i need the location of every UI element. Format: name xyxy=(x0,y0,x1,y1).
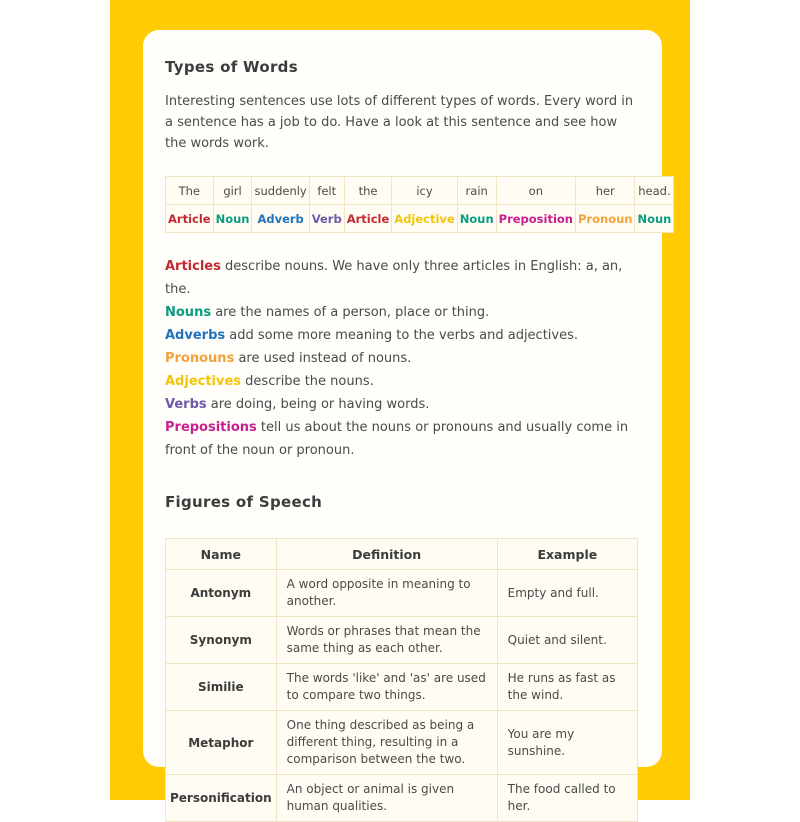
definition-line xyxy=(165,416,641,462)
pos-label-cell: Article xyxy=(344,205,392,233)
definition-text: tell us about the nouns or pronouns and usually come in front of the noun or pronoun. xyxy=(165,420,629,458)
pos-label-cell: Noun xyxy=(213,205,252,233)
term-pronouns: Pronouns xyxy=(165,351,235,366)
column-header-definition: Definition xyxy=(276,539,497,570)
column-header-example: Example xyxy=(497,539,637,570)
definition-text: describe nouns. We have only three articles in English: a, an, the. xyxy=(165,259,623,297)
definition-text: are the names of a person, place or thing. xyxy=(211,305,490,320)
word-cell: head. xyxy=(635,177,674,205)
figure-definition: An object or animal is given human qualities. xyxy=(276,775,497,822)
term-articles: Articles xyxy=(165,259,221,274)
definition-text: describe the nouns. xyxy=(241,374,374,389)
figure-name: Metaphor xyxy=(166,711,277,775)
table-row-similie xyxy=(166,664,638,711)
figures-of-speech-title: Figures of Speech xyxy=(165,493,323,511)
figure-definition: A word opposite in meaning to another. xyxy=(276,570,497,617)
term-verbs: Verbs xyxy=(165,397,207,412)
sentence-word-row xyxy=(166,177,674,205)
definition-line xyxy=(165,324,641,347)
word-cell: suddenly xyxy=(252,177,309,205)
figure-name: Similie xyxy=(166,664,277,711)
worksheet-content xyxy=(143,30,672,822)
word-type-label-row xyxy=(166,205,674,233)
word-cell: felt xyxy=(309,177,344,205)
term-adverbs: Adverbs xyxy=(165,328,226,343)
pos-label-cell: Article xyxy=(166,205,214,233)
column-header-name: Name xyxy=(166,539,277,570)
figure-name: Personification xyxy=(166,775,277,822)
figure-example: Empty and full. xyxy=(497,570,637,617)
figure-name: Synonym xyxy=(166,617,277,664)
definition-line xyxy=(165,301,641,324)
term-adjectives: Adjectives xyxy=(165,374,242,389)
table-row-synonym xyxy=(166,617,638,664)
definition-line xyxy=(165,347,641,370)
figure-definition: One thing described as being a different thing, resulting in a comparison between the two. xyxy=(276,711,497,775)
yellow-border-frame xyxy=(110,0,690,813)
worksheet-card xyxy=(143,30,672,813)
figure-example: He runs as fast as the wind. xyxy=(497,664,637,711)
word-cell: icy xyxy=(392,177,457,205)
definition-text: are doing, being or having words. xyxy=(206,397,430,412)
pos-label-cell: Verb xyxy=(309,205,344,233)
sentence-breakdown-table xyxy=(165,176,674,233)
figure-example: Quiet and silent. xyxy=(497,617,637,664)
figure-example: You are my sunshine. xyxy=(497,711,637,775)
figure-name: Antonym xyxy=(166,570,277,617)
pos-label-cell: Noun xyxy=(457,205,496,233)
term-nouns: Nouns xyxy=(165,305,212,320)
pos-label-cell: Adverb xyxy=(252,205,309,233)
word-cell: rain xyxy=(457,177,496,205)
pos-label-cell: Preposition xyxy=(496,205,575,233)
pos-label-cell: Adjective xyxy=(392,205,457,233)
pos-label-cell: Noun xyxy=(635,205,674,233)
table-row-metaphor xyxy=(166,711,638,775)
table-row-personification xyxy=(166,775,638,822)
figure-definition: Words or phrases that mean the same thing as each other. xyxy=(276,617,497,664)
types-of-words-title: Types of Words xyxy=(165,58,298,76)
figures-header-row xyxy=(166,539,638,570)
figure-definition: The words 'like' and 'as' are used to compare two things. xyxy=(276,664,497,711)
figures-of-speech-table xyxy=(165,538,638,822)
definition-line xyxy=(165,393,641,416)
table-row-antonym xyxy=(166,570,638,617)
word-cell: the xyxy=(344,177,392,205)
figure-example: The food called to her. xyxy=(497,775,637,822)
word-cell: her xyxy=(576,177,635,205)
definition-line xyxy=(165,370,641,393)
pos-label-cell: Pronoun xyxy=(576,205,635,233)
definition-text: are used instead of nouns. xyxy=(234,351,412,366)
word-cell: on xyxy=(496,177,575,205)
word-cell: girl xyxy=(213,177,252,205)
definition-line xyxy=(165,255,641,301)
word-cell: The xyxy=(166,177,214,205)
definition-text: add some more meaning to the verbs and adjectives. xyxy=(225,328,579,343)
word-type-definitions xyxy=(165,255,641,462)
term-prepositions: Prepositions xyxy=(165,420,257,435)
intro-text: Interesting sentences use lots of different types of words. Every word in a sentence has a job to do. Have a look at this sentence and see how the words work. xyxy=(165,94,634,151)
